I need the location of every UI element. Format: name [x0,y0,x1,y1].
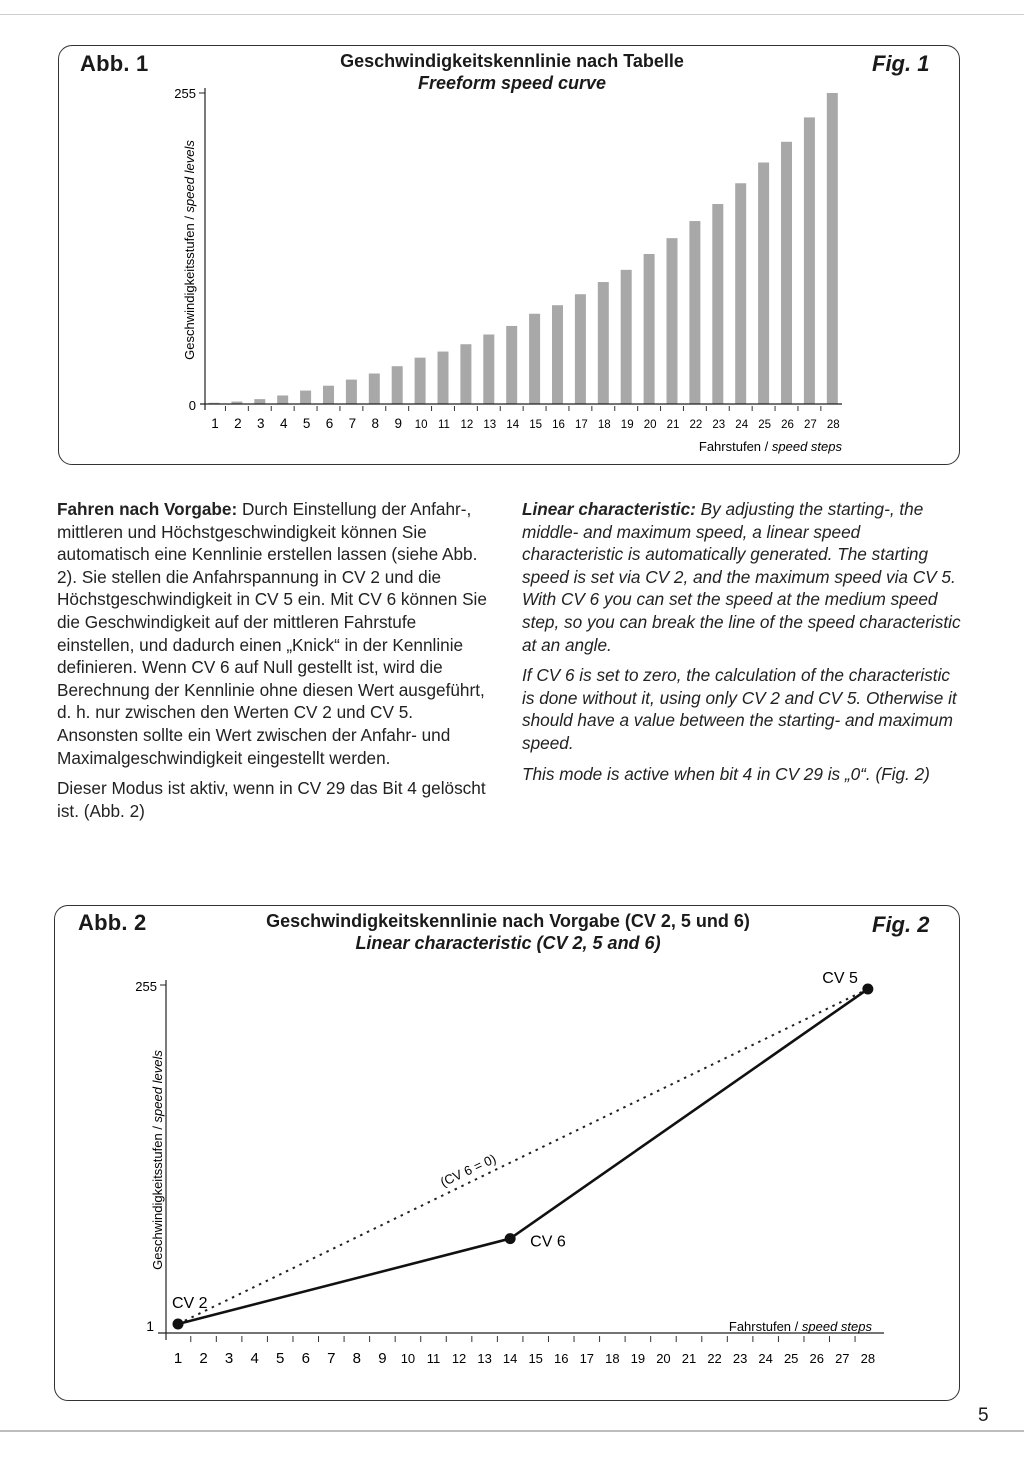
fig2-xtick-label: 3 [224,1350,234,1367]
fig1-y-axis-label: Geschwindigkeitsstufen / speed levels [182,140,197,360]
fig2-xtick-label: 18 [605,1351,620,1366]
fig1-xtick-label: 10 [414,419,428,431]
fig1-xtick-label: 4 [279,416,288,431]
fig1-title-de: Geschwindigkeitskennlinie nach Tabelle [340,51,684,71]
fig2-xtick-label: 25 [783,1351,799,1366]
fig1-xtick-label: 5 [302,416,311,431]
fig2-annotation-cv6-zero: (CV 6 = 0) [437,1150,499,1190]
fig2-xtick-label: 19 [630,1351,646,1366]
fig1-abb-label: Abb. 1 [80,51,149,76]
fig2-xtick-label: 9 [378,1350,387,1367]
fig1-xtick-label: 23 [712,419,726,431]
fig2-xtick-label: 21 [681,1351,697,1366]
fig2-xtick-label: 2 [199,1350,208,1367]
fig1-xtick-label: 20 [643,419,657,431]
fig1-xtick-label: 27 [804,419,817,431]
fig1-xtick-label: 21 [666,419,680,431]
fig1-xtick-label: 8 [371,416,380,431]
fig2-xtick-label: 4 [250,1350,259,1367]
fig2-xtick-label: 28 [860,1351,876,1366]
fig2-xtick-label: 7 [327,1350,336,1367]
fig2-x-axis-label: Fahrstufen / speed steps [728,1319,872,1334]
fig1-xtick-label: 28 [826,419,840,431]
fig1-xtick-label: 17 [575,419,588,431]
german-body-1: Durch Einstellung der Anfahr-, mittleren und Höchstgeschwindigkeit können Sie automatisch eine Kennlinie erstellen lassen (siehe Abb. 2). Sie stellen die Anfahrspannung in CV 2 und die Höchstgeschwindigkeit in CV 5 ein. Mit CV 6 können Sie die Geschwindigkeit auf der mittleren Fahrstufe einstellen, und dadurch einen „Knick“ in der Kennlinie definieren. Wenn CV 6 auf Null gestellt ist, wird die Berechnung der Kennlinie ohne diesen Wert ausgeführt, d. h. nur zwischen den Werten CV 2 und CV 5. Ansonsten sollte ein Wert zwischen der Anfahr- und Maximalgeschwindigkeit eingestellt werden. [57,499,487,768]
fig1-xtick-label: 19 [620,419,634,431]
fig2-xtick-label: 27 [835,1351,850,1366]
fig1-xtick-label: 9 [394,416,402,431]
fig1-xtick-label: 7 [348,416,357,431]
german-paragraph-2: Dieser Modus ist aktiv, wenn in CV 29 das Bit 4 gelöscht ist. (Abb. 2) [57,778,486,821]
fig2-xtick-label: 12 [451,1351,467,1366]
fig2-xtick-label: 11 [426,1351,441,1366]
fig2-xtick-label: 6 [301,1350,310,1367]
fig2-abb-label: Abb. 2 [78,910,147,935]
fig2-point-cv5 [862,984,873,995]
fig2-xtick-label: 20 [656,1351,671,1366]
fig1-ytick-label-0: 0 [188,398,196,413]
fig1-xtick-label: 26 [781,419,794,431]
fig2-xtick-label: 1 [173,1350,183,1367]
fig2-point-label-cv2: CV 2 [172,1295,208,1312]
fig2-y-axis-label: Geschwindigkeitsstufen / speed levels [150,1050,165,1270]
fig2-xtick-label: 26 [809,1351,824,1366]
fig2-dotted-line-cv6-zero [178,989,868,1324]
fig2-xtick-label: 13 [477,1351,492,1366]
fig1-xtick-label: 13 [483,419,497,431]
fig1-xtick-label: 24 [735,419,749,431]
bottom-rule [0,1430,1024,1432]
fig2-ytick-label-1: 1 [146,1318,154,1334]
fig2-xtick-label: 24 [758,1351,773,1366]
fig1-x-axis-label: Fahrstufen / speed steps [698,439,842,454]
fig1-ytick-label-255: 255 [174,86,196,101]
english-body-1: By adjusting the starting-, the middle- and maximum speed, a linear speed characteristic is automatically generated. The starting speed is set via CV 2, and the maximum speed via CV 5. With CV 6 you can set the speed at the medium speed step, so you can break the line of the speed characteristic at an angle. [522,499,961,655]
fig2-point-cv6 [505,1233,516,1244]
fig2-fig-label: Fig. 2 [872,912,930,937]
fig1-xtick-label: 22 [689,419,703,431]
fig1-xtick-label: 3 [257,416,265,431]
fig2-point-label-cv6: CV 6 [530,1233,566,1251]
fig1-xtick-label: 2 [234,416,242,431]
fig2-title-de: Geschwindigkeitskennlinie nach Vorgabe (CV 2, 5 und 6) [266,911,750,931]
fig2-ytick-label-255: 255 [135,979,157,994]
fig1-title-en: Freeform speed curve [417,73,607,93]
fig2-xtick-label: 16 [554,1351,569,1366]
fig1-xtick-label: 6 [325,416,334,431]
german-heading: Fahren nach Vorgabe: [57,499,238,519]
fig1-fig-label: Fig. 1 [872,51,930,76]
fig2-xtick-label: 22 [707,1351,722,1366]
fig2-point-label-cv5: CV 5 [822,970,858,988]
fig1-xtick-label: 12 [460,419,474,431]
fig2-point-cv2 [173,1319,184,1330]
fig2-xtick-label: 23 [732,1351,748,1366]
fig1-xtick-label: 16 [552,419,565,431]
fig1-xtick-label: 18 [597,419,611,431]
fig2-xtick-label: 8 [352,1350,362,1367]
fig1-xtick-label: 14 [506,419,520,431]
fig2-xtick-label: 10 [400,1351,416,1366]
english-paragraph-3: This mode is active when bit 4 in CV 29 is „0“. (Fig. 2) [522,763,930,784]
fig2-xtick-label: 5 [276,1350,285,1367]
fig1-xtick-label: 15 [529,419,542,431]
english-paragraph-2: If CV 6 is set to zero, the calculation of the characteristic is done without it, using only CV 2 and CV 5. Otherwise it should have a value between the starting- and maximum speed. [522,665,957,753]
english-heading: Linear characteristic: [522,499,696,519]
fig1-xtick-label: 25 [758,419,771,431]
fig2-xtick-label: 17 [579,1351,595,1366]
fig2-title-en: Linear characteristic (CV 2, 5 and 6) [355,933,661,953]
fig2-xtick-label: 14 [502,1351,518,1366]
fig2-xtick-label: 15 [528,1351,543,1366]
page-number: 5 [978,1405,989,1426]
fig1-xtick-label: 1 [211,416,219,431]
fig1-xtick-label: 11 [438,419,450,431]
